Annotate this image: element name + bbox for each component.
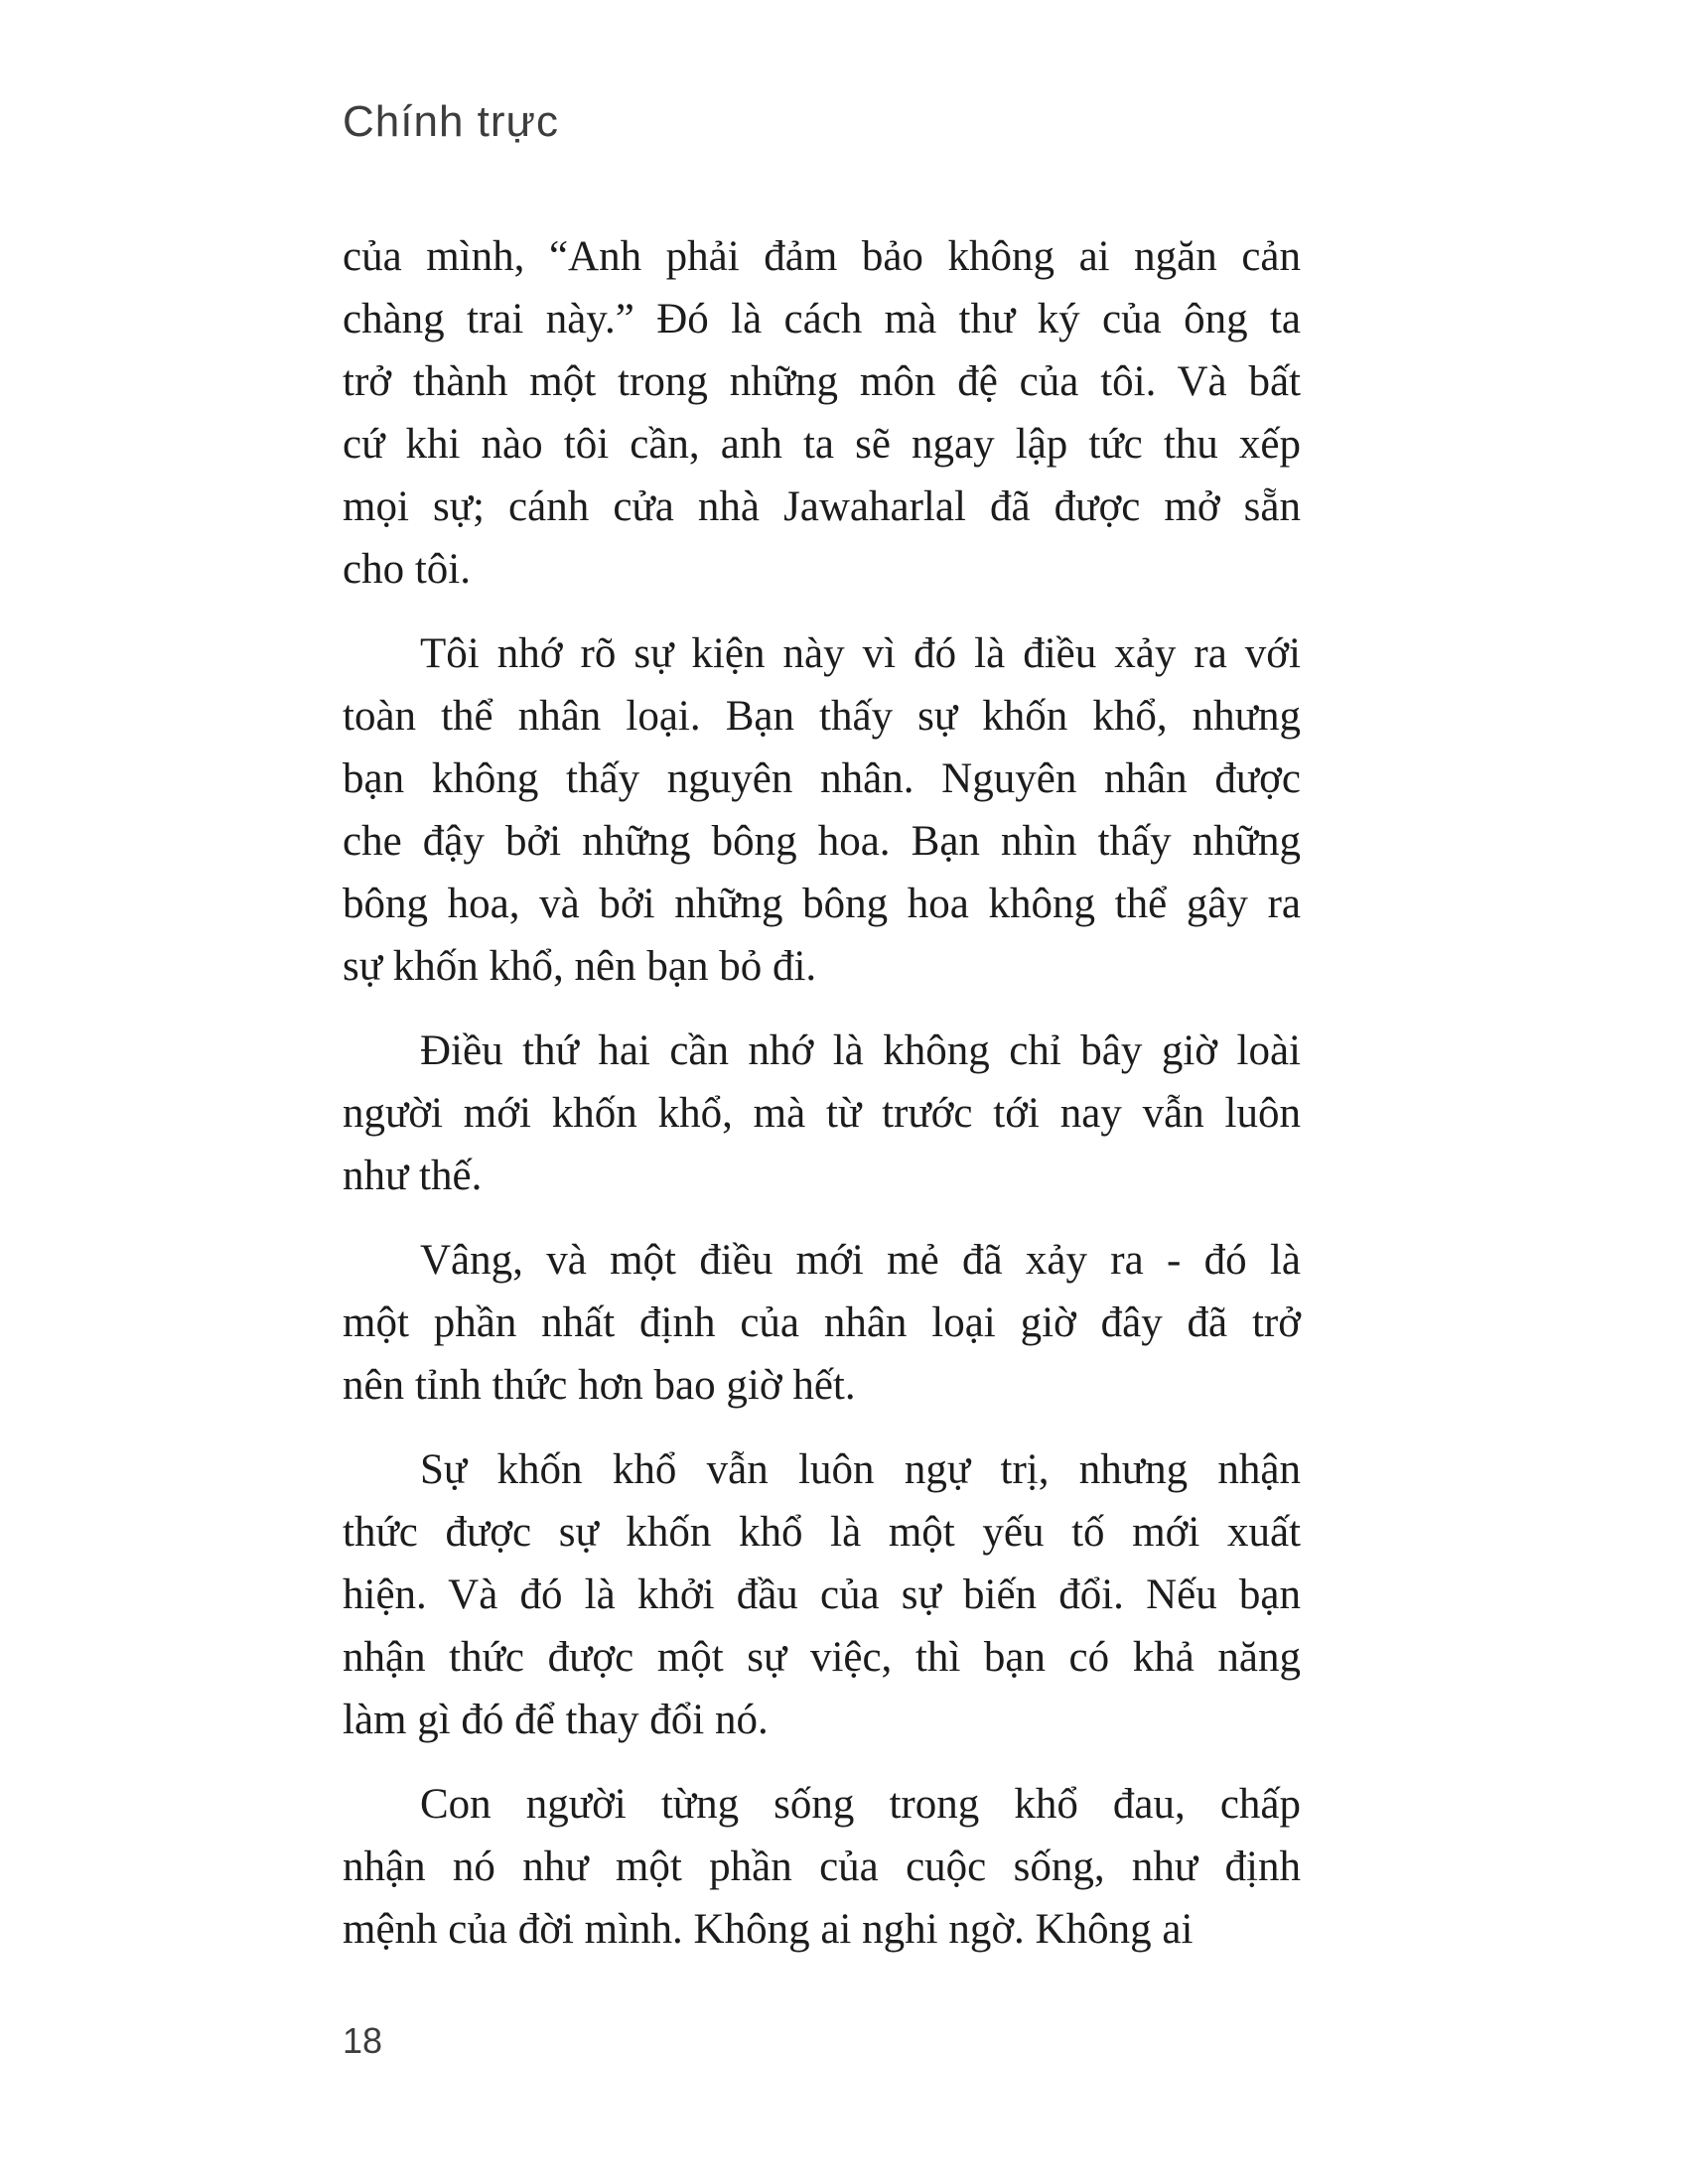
text-line: Điều thứ hai cần nhớ là không chỉ bây giờ loài bbox=[420, 1027, 1301, 1074]
text-line: bạn không thấy nguyên nhân. Nguyên nhân được bbox=[343, 755, 1301, 802]
text-line: nhận nó như một phần của cuộc sống, như định bbox=[343, 1843, 1301, 1890]
running-header: Chính trực bbox=[343, 97, 559, 146]
text-line: nên tỉnh thức hơn bao giờ hết. bbox=[343, 1362, 856, 1409]
text-line: mệnh của đời mình. Không ai nghi ngờ. Không ai bbox=[343, 1906, 1194, 1953]
text-line: chàng trai này.” Đó là cách mà thư ký của ông ta bbox=[343, 296, 1301, 342]
text-line: một phần nhất định của nhân loại giờ đây đã trở bbox=[343, 1299, 1301, 1346]
text-line: Con người từng sống trong khổ đau, chấp bbox=[420, 1781, 1301, 1828]
text-line: sự khốn khổ, nên bạn bỏ đi. bbox=[343, 943, 817, 990]
text-line: toàn thể nhân loại. Bạn thấy sự khốn khổ, nhưng bbox=[343, 693, 1301, 740]
text-line: cho tôi. bbox=[343, 546, 471, 593]
paragraph bbox=[343, 1773, 1301, 1961]
text-line: người mới khốn khổ, mà từ trước tới nay vẫn luôn bbox=[343, 1090, 1301, 1137]
text-line: che đậy bởi những bông hoa. Bạn nhìn thấy những bbox=[343, 818, 1301, 865]
text-line: như thế. bbox=[343, 1153, 483, 1199]
text-line: Sự khốn khổ vẫn luôn ngự trị, nhưng nhận bbox=[420, 1446, 1301, 1493]
text-line: nhận thức được một sự việc, thì bạn có khả năng bbox=[343, 1634, 1301, 1681]
text-line: của mình, “Anh phải đảm bảo không ai ngăn cản bbox=[343, 233, 1301, 280]
page-number: 18 bbox=[343, 2020, 383, 2061]
text-line: mọi sự; cánh cửa nhà Jawaharlal đã được mở sẵn bbox=[343, 483, 1301, 530]
text-line: hiện. Và đó là khởi đầu của sự biến đổi. Nếu bạn bbox=[343, 1571, 1301, 1618]
text-line: cứ khi nào tôi cần, anh ta sẽ ngay lập tức thu xếp bbox=[343, 421, 1301, 468]
text-line: Tôi nhớ rõ sự kiện này vì đó là điều xảy ra với bbox=[420, 630, 1301, 677]
text-line: Vâng, và một điều mới mẻ đã xảy ra - đó là bbox=[420, 1237, 1301, 1284]
text-line: làm gì đó để thay đổi nó. bbox=[343, 1697, 769, 1743]
text-line: thức được sự khốn khổ là một yếu tố mới xuất bbox=[343, 1509, 1301, 1556]
paragraph bbox=[343, 1438, 1301, 1751]
text-line: trở thành một trong những môn đệ của tôi. Và bất bbox=[343, 358, 1301, 405]
paragraph bbox=[343, 1020, 1301, 1207]
text-line: bông hoa, và bởi những bông hoa không thể gây ra bbox=[343, 881, 1301, 927]
paragraph bbox=[343, 622, 1301, 998]
body-text bbox=[343, 225, 1301, 1961]
paragraph bbox=[343, 1229, 1301, 1417]
paragraph bbox=[343, 225, 1301, 601]
